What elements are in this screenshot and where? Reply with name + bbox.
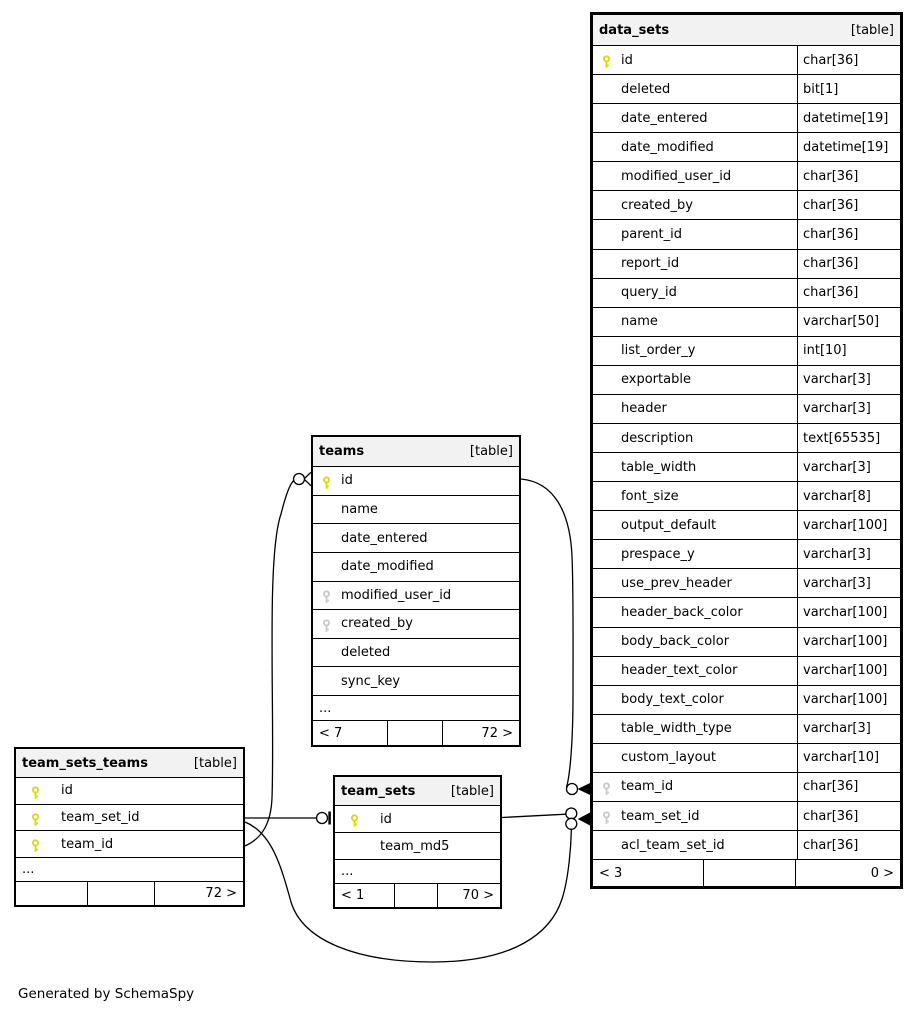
table-header-teams <box>313 437 519 466</box>
column-type: varchar[3] <box>797 540 900 568</box>
table-tag: [table] <box>469 444 513 459</box>
column-row-data_sets-body_back_color <box>593 627 900 656</box>
edge-circle-terminator <box>317 813 328 824</box>
edge-team_sets_teams-team_id-to-teams-id <box>245 472 311 846</box>
footer-left-count: < 1 <box>341 888 365 903</box>
column-row-data_sets-exportable <box>593 365 900 394</box>
column-type: int[10] <box>797 337 900 365</box>
column-type: char[36] <box>797 802 900 830</box>
table-footer-teams <box>313 720 519 745</box>
column-row-teams-deleted <box>313 638 519 667</box>
column-type: varchar[50] <box>797 308 900 336</box>
column-name: date_modified <box>621 139 714 155</box>
edge-arrowhead <box>578 783 590 795</box>
column-row-data_sets-date_modified <box>593 132 900 161</box>
edge-data_sets-team_set_id-to-team_sets-id <box>502 808 590 826</box>
table-footer-team_sets <box>335 883 500 907</box>
column-type: char[36] <box>797 250 900 278</box>
column-name: parent_id <box>621 227 682 242</box>
column-type: char[36] <box>797 220 900 248</box>
primary-key-icon <box>321 474 332 487</box>
column-row-data_sets-acl_team_set_id <box>593 830 900 859</box>
column-type: varchar[100] <box>797 511 900 539</box>
column-row-teams-created_by <box>313 609 519 638</box>
table-tag: [table] <box>450 783 494 799</box>
table-tag: [table] <box>193 755 237 771</box>
column-row-data_sets-created_by <box>593 190 900 219</box>
column-name: table_width <box>621 459 697 475</box>
column-type: varchar[3] <box>797 366 900 394</box>
column-row-teams-sync_key <box>313 666 519 695</box>
edge-crowfoot <box>304 479 311 486</box>
footer-right-count: 70 > <box>437 884 500 907</box>
footer-middle-count <box>387 721 442 745</box>
column-type: varchar[100] <box>797 686 900 714</box>
more-columns-ellipsis: ... <box>16 857 243 881</box>
column-name: created_by <box>621 197 693 213</box>
column-name: id <box>621 52 633 68</box>
column-row-teams-id <box>313 466 519 495</box>
column-name: modified_user_id <box>341 587 452 603</box>
foreign-key-icon <box>321 617 332 630</box>
edge-crowfoot <box>304 472 311 479</box>
column-name: deleted <box>341 645 391 661</box>
column-name: list_order_y <box>621 343 696 359</box>
column-name: report_id <box>621 256 680 272</box>
column-type: varchar[3] <box>797 453 900 481</box>
footer-left-count <box>16 882 87 905</box>
column-type: datetime[19] <box>797 133 900 161</box>
footer-right-count: 72 > <box>154 882 243 905</box>
footer-right-count: 72 > <box>442 721 519 745</box>
column-row-data_sets-name <box>593 307 900 336</box>
column-type: varchar[10] <box>797 744 900 772</box>
column-type: varchar[100] <box>797 628 900 656</box>
edge-circle-terminator <box>294 474 305 485</box>
column-type: text[65535] <box>797 424 900 452</box>
column-name: date_modified <box>341 559 434 575</box>
column-row-team_sets_teams-team_set_id <box>16 804 243 831</box>
primary-key-icon <box>349 813 360 826</box>
column-row-data_sets-font_size <box>593 481 900 510</box>
column-row-team_sets_teams-id <box>16 777 243 804</box>
column-type: char[36] <box>797 831 900 859</box>
column-type: datetime[19] <box>797 104 900 132</box>
column-name: name <box>621 314 658 330</box>
column-row-data_sets-table_width <box>593 452 900 481</box>
table-teams <box>311 435 521 747</box>
column-name: team_id <box>61 836 114 852</box>
column-name: table_width_type <box>621 721 732 737</box>
table-header-team_sets_teams <box>16 749 243 777</box>
column-name: id <box>341 473 353 489</box>
column-name: team_md5 <box>380 838 450 854</box>
primary-key-icon <box>601 54 612 67</box>
column-row-team_sets-team_md5 <box>335 832 500 859</box>
footer-middle-count <box>394 884 437 907</box>
edge-arrowhead <box>578 813 590 826</box>
edge-circle-terminator <box>566 808 577 819</box>
more-columns-ellipsis: ... <box>335 859 500 883</box>
column-type: varchar[8] <box>797 482 900 510</box>
column-name: id <box>61 783 73 799</box>
foreign-key-icon <box>601 780 612 793</box>
column-row-data_sets-date_entered <box>593 103 900 132</box>
column-row-team_sets-id <box>335 805 500 832</box>
column-row-data_sets-list_order_y <box>593 336 900 365</box>
column-name: sync_key <box>341 673 401 689</box>
edge-team_sets_teams-team_set_id-to-team_sets-id <box>245 812 330 825</box>
column-name: prespace_y <box>621 546 695 562</box>
column-name: date_entered <box>621 110 708 126</box>
column-type: bit[1] <box>797 75 900 103</box>
column-name: body_text_color <box>621 692 724 708</box>
column-type: char[36] <box>797 279 900 307</box>
edge-circle-terminator <box>567 784 578 795</box>
column-type: varchar[100] <box>797 598 900 626</box>
column-name: use_prev_header <box>621 575 732 591</box>
column-type: char[36] <box>797 162 900 190</box>
column-row-data_sets-prespace_y <box>593 539 900 568</box>
table-tag: [table] <box>850 22 894 38</box>
column-name: exportable <box>621 372 691 388</box>
table-header-data_sets <box>593 15 900 45</box>
column-row-data_sets-header_text_color <box>593 656 900 685</box>
column-row-teams-modified_user_id <box>313 581 519 610</box>
column-type: varchar[3] <box>797 715 900 743</box>
column-type: varchar[3] <box>797 569 900 597</box>
generated-by-label: Generated by SchemaSpy <box>18 986 195 1002</box>
column-row-data_sets-query_id <box>593 278 900 307</box>
column-type: varchar[100] <box>797 657 900 685</box>
table-header-team_sets <box>335 777 500 805</box>
column-row-team_sets_teams-team_id <box>16 830 243 857</box>
footer-right-count: 0 > <box>795 860 900 886</box>
column-row-teams-date_modified <box>313 552 519 581</box>
primary-key-icon <box>30 784 41 797</box>
column-name: modified_user_id <box>621 168 732 184</box>
column-name: custom_layout <box>621 750 716 766</box>
column-row-data_sets-team_id <box>593 772 900 801</box>
footer-middle-count <box>87 882 154 905</box>
column-name: team_set_id <box>621 808 700 824</box>
column-name: header <box>621 401 667 417</box>
column-name: date_entered <box>341 530 428 546</box>
table-name-teams[interactable]: teams <box>319 444 365 459</box>
table-data_sets <box>590 12 903 889</box>
column-row-data_sets-custom_layout <box>593 743 900 772</box>
column-row-data_sets-use_prev_header <box>593 568 900 597</box>
column-type: char[36] <box>797 191 900 219</box>
table-footer-data_sets <box>593 859 900 886</box>
column-row-data_sets-deleted <box>593 74 900 103</box>
column-name: name <box>341 501 378 517</box>
column-name: font_size <box>621 488 679 504</box>
column-row-data_sets-description <box>593 423 900 452</box>
footer-left-count: < 3 <box>599 865 623 881</box>
column-row-teams-name <box>313 495 519 524</box>
footer-middle-count <box>703 860 795 886</box>
foreign-key-icon <box>321 589 332 602</box>
column-name: query_id <box>621 285 677 301</box>
column-name: created_by <box>341 616 413 632</box>
column-type: char[36] <box>797 773 900 801</box>
primary-key-icon <box>30 811 41 824</box>
column-row-data_sets-modified_user_id <box>593 161 900 190</box>
column-name: team_id <box>621 779 674 795</box>
column-name: output_default <box>621 517 717 533</box>
column-row-data_sets-team_set_id <box>593 801 900 830</box>
column-row-data_sets-body_text_color <box>593 685 900 714</box>
table-footer-team_sets_teams <box>16 881 243 905</box>
column-name: id <box>380 811 392 827</box>
table-team_sets <box>333 775 502 909</box>
column-name: body_back_color <box>621 634 730 650</box>
column-name: acl_team_set_id <box>621 837 725 853</box>
column-row-data_sets-report_id <box>593 249 900 278</box>
column-row-data_sets-output_default <box>593 510 900 539</box>
footer-left-count: < 7 <box>319 725 343 741</box>
primary-key-icon <box>30 838 41 851</box>
table-name-team_sets[interactable]: team_sets <box>341 783 416 799</box>
column-name: header_text_color <box>621 663 738 679</box>
column-name: team_set_id <box>61 810 140 825</box>
column-type: char[36] <box>797 46 900 74</box>
column-name: description <box>621 430 694 446</box>
foreign-key-icon <box>601 810 612 823</box>
more-columns-ellipsis: ... <box>313 695 519 720</box>
column-type: varchar[3] <box>797 395 900 423</box>
column-row-data_sets-table_width_type <box>593 714 900 743</box>
table-team_sets_teams <box>14 747 245 907</box>
table-name-data_sets[interactable]: data_sets <box>599 22 670 38</box>
column-row-data_sets-parent_id <box>593 219 900 248</box>
column-name: deleted <box>621 81 671 97</box>
edge-data_sets-team_id-to-teams-id <box>521 479 590 795</box>
column-row-data_sets-header_back_color <box>593 597 900 626</box>
column-name: header_back_color <box>621 605 743 621</box>
column-row-teams-date_entered <box>313 523 519 552</box>
column-row-data_sets-header <box>593 394 900 423</box>
column-row-data_sets-id <box>593 45 900 74</box>
edge-circle-terminator <box>566 818 577 829</box>
table-name-team_sets_teams[interactable]: team_sets_teams <box>22 755 148 771</box>
